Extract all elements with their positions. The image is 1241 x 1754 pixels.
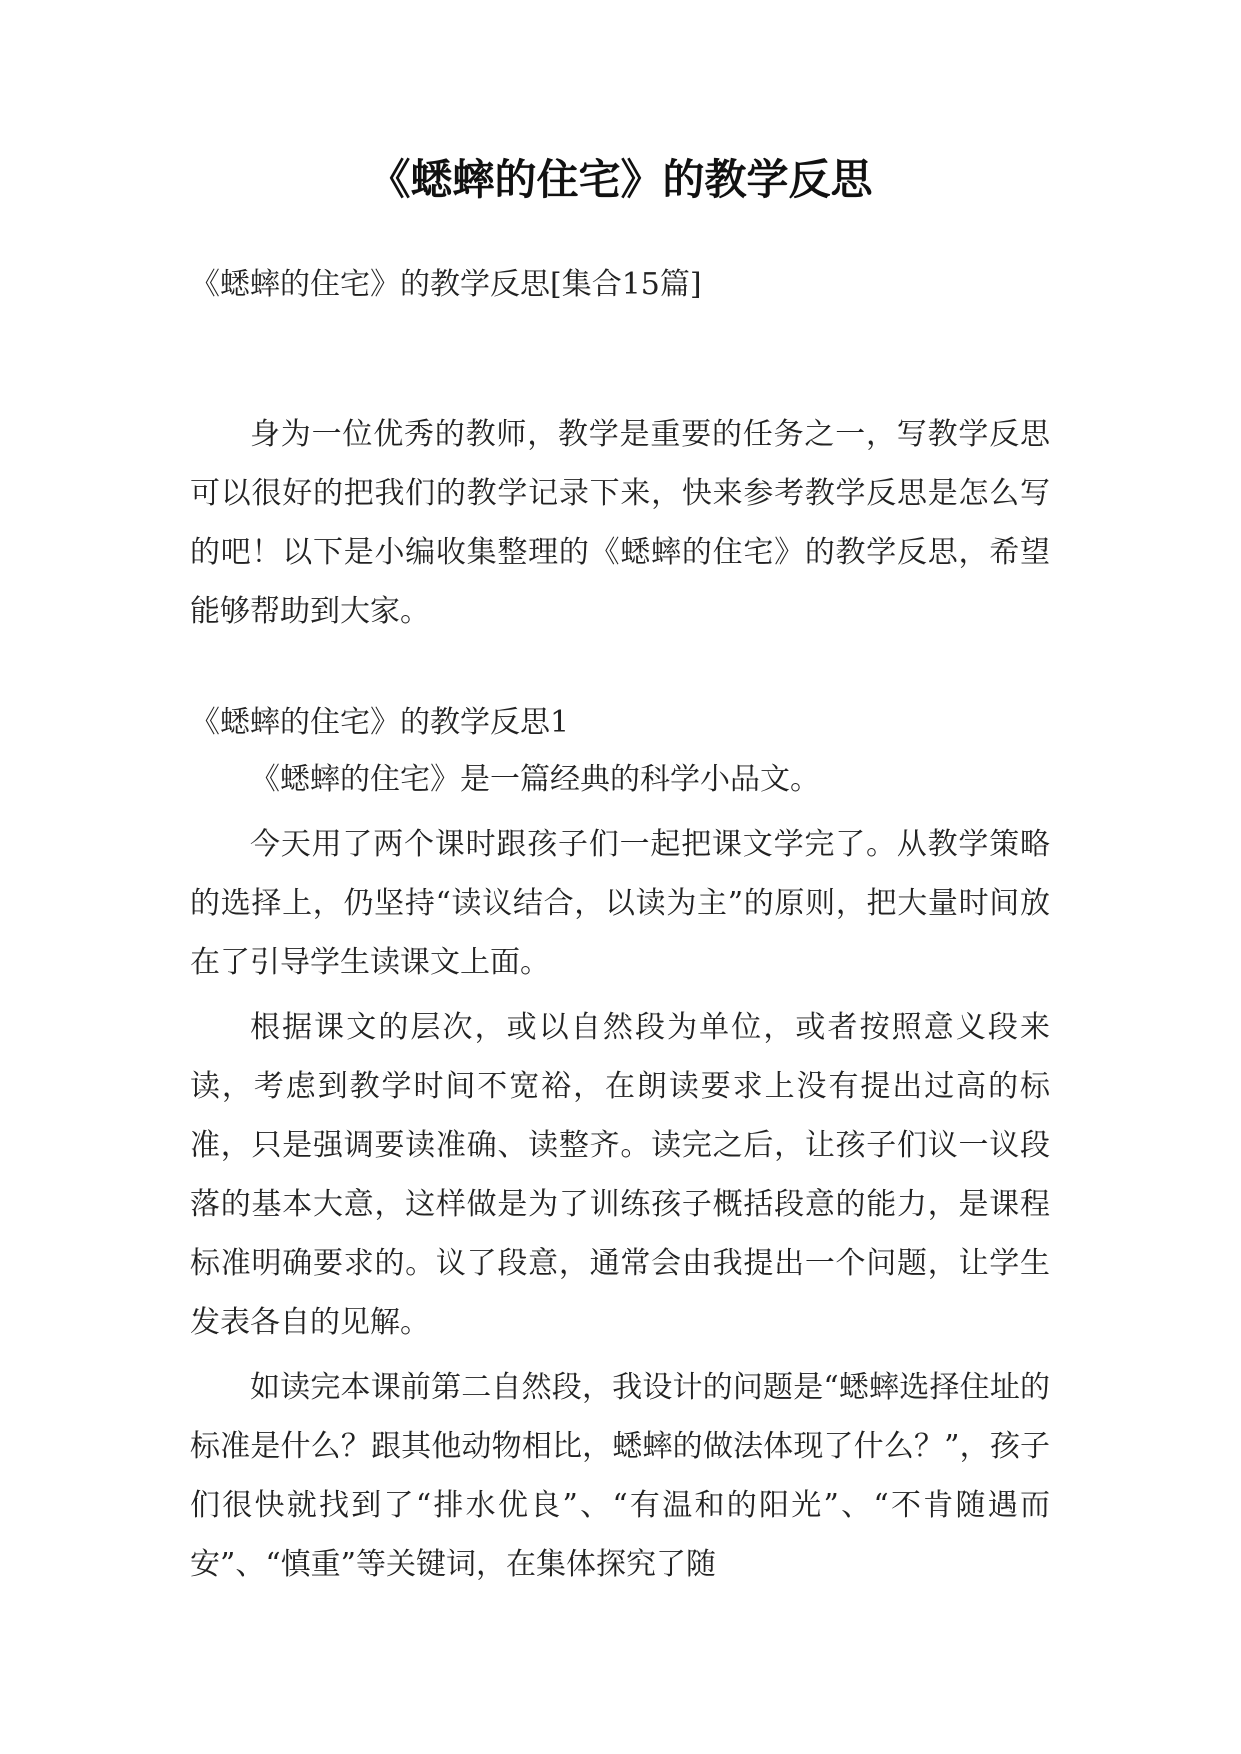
document-title: 《蟋蟀的住宅》的教学反思 xyxy=(368,155,873,204)
body-paragraph: 今天用了两个课时跟孩子们一起把课文学完了。从教学策略的选择上，仍坚持“读议结合，以读为主”的原则，把大量时间放在了引导学生读课文上面。 xyxy=(190,827,1050,980)
body-paragraph: 《蟋蟀的住宅》是一篇经典的科学小品文。 xyxy=(250,762,820,797)
body-paragraph: 根据课文的层次，或以自然段为单位，或者按照意义段来读，考虑到教学时间不宽裕，在朗读要求上没有提出过高的标准，只是强调要读准确、读整齐。读完之后，让孩子们议一议段落的基本大意，这样做是为了训练孩子概括段意的能力，是课程标准明确要求的。议了段意，通常会由我提出一个问题，让学生发表各自的见解。 xyxy=(190,1010,1050,1340)
section-body xyxy=(190,750,1050,1600)
document-subtitle: 《蟋蟀的住宅》的教学反思[集合15篇] xyxy=(190,267,702,302)
section-heading: 《蟋蟀的住宅》的教学反思1 xyxy=(190,705,570,740)
intro-paragraph: 身为一位优秀的教师，教学是重要的任务之一，写教学反思可以很好的把我们的教学记录下来，快来参考教学反思是怎么写的吧！以下是小编收集整理的《蟋蟀的住宅》的教学反思，希望能够帮助到大家。 xyxy=(190,417,1050,629)
body-paragraph: 如读完本课前第二自然段，我设计的问题是“蟋蟀选择住址的标准是什么？跟其他动物相比，蟋蟀的做法体现了什么？”，孩子们很快就找到了“排水优良”、“有温和的阳光”、“不肯随遇而安”、“慎重”等关键词，在集体探究了随 xyxy=(190,1370,1050,1582)
